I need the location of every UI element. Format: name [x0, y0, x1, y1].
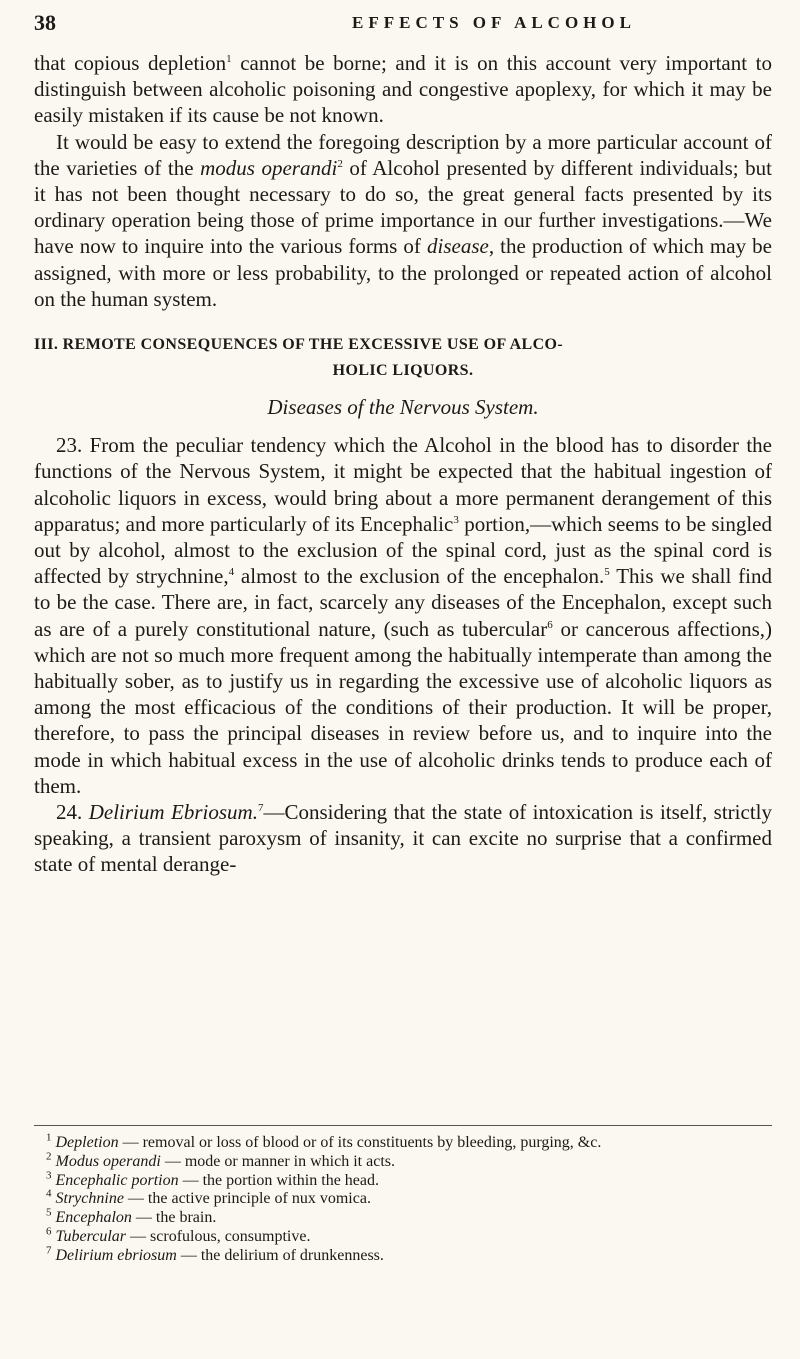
- paragraph-2: It would be easy to extend the foregoing description by a more particular account of the varieties of the modus operandi$^2$ of Alcohol presented by different individuals; but it has not been thought necessary to do so, the great general facts presented by its ordinary operation being those of prime importance in our further investigations.—We have now to inquire into the various forms of disease, the production of which may be assigned, with more or less probability, to the prolonged or repeated action of alcohol on the human system.: [34, 129, 772, 311]
- footnote-ref-4: 4: [228, 566, 235, 579]
- term-modus-operandi: modus operandi: [200, 155, 338, 180]
- paragraph-1: that copious depletion$^1$ cannot be borne; and it is on this account very important to distinguish between alcoholic poisoning and congestive apoplexy, for which it may be easily mistaken if its cause be not known.: [34, 51, 772, 128]
- subheading: Diseases of the Nervous System.: [267, 395, 539, 420]
- footnote: $^2$ Modus operandi — mode or manner in which it acts.: [46, 1150, 395, 1170]
- footnote-ref-1: 1: [226, 53, 232, 65]
- page-number: 38: [34, 10, 56, 35]
- footnote: $^3$ Encephalic portion — the portion within the head.: [46, 1169, 379, 1189]
- footnote-divider: [34, 1125, 772, 1126]
- running-title: EFFECTS OF ALCOHOL: [352, 13, 636, 32]
- paragraph-23: 23. From the peculiar tendency which the Alcohol in the blood has to disorder the functions of the Nervous System, it might be expected that the habitual ingestion of alcoholic liquors in excess, would bring about a more permanent derangement of this apparatus; and more particularly of its Encephalic$^3$ portion,—which seems to be singled out by alcohol, almost to the exclusion of the spinal cord, just as the spinal cord is affected by strychnine,$^4$ almost to the exclusion of the encephalon.$^5$ This we shall find to be the case. There are, in fact, scarcely any diseases of the Encephalon, except such as are of a purely constitutional nature, (such as tubercular$^6$ or cancerous affections,) which are not so much more frequent among the habitually intemperate than among the habitually sober, as to justify us in regarding the excessive use of alcoholic liquors as among the most efficacious of the conditions of their production. It will be proper, therefore, to pass the principal diseases in review before us, and to inquire into the mode in which habitual excess in the use of alcoholic drinks tends to produce each of them.: [34, 433, 772, 798]
- footnote-ref-5: 5: [604, 566, 610, 579]
- footnote-ref-3: 3: [453, 513, 459, 526]
- footnote-ref-6: 6: [547, 618, 553, 631]
- footnote: $^6$ Tubercular — scrofulous, consumptive.: [46, 1225, 311, 1245]
- footnote: $^5$ Encephalon — the brain.: [46, 1206, 217, 1227]
- footnote: $^1$ Depletion — removal or loss of blood or of its constituents by bleeding, purging, &c.: [46, 1131, 602, 1151]
- paragraph-24: 24. Delirium Ebriosum.$^7$—Considering that the state of intoxication is itself, strictly speaking, a transient paroxysm of insanity, it can excite no surprise that a confirmed state of mental derange-: [34, 800, 772, 877]
- footnote: $^7$ Delirium ebriosum — the delirium of drunkenness.: [46, 1244, 384, 1264]
- section-heading: III. REMOTE CONSEQUENCES OF THE EXCESSIVE USE OF ALCO- HOLIC LIQUORS.: [34, 336, 564, 380]
- term-disease: disease: [427, 234, 489, 259]
- running-head: [34, 10, 774, 40]
- footnote-ref-7: 7: [257, 802, 264, 815]
- footnote-ref-2: 2: [337, 157, 343, 170]
- footnote: $^4$ Strychnine — the active principle of nux vomica.: [46, 1188, 371, 1208]
- footnotes: [34, 1131, 772, 1266]
- body-text: [34, 50, 772, 878]
- term-delirium-ebriosum: Delirium Ebriosum.: [88, 800, 258, 825]
